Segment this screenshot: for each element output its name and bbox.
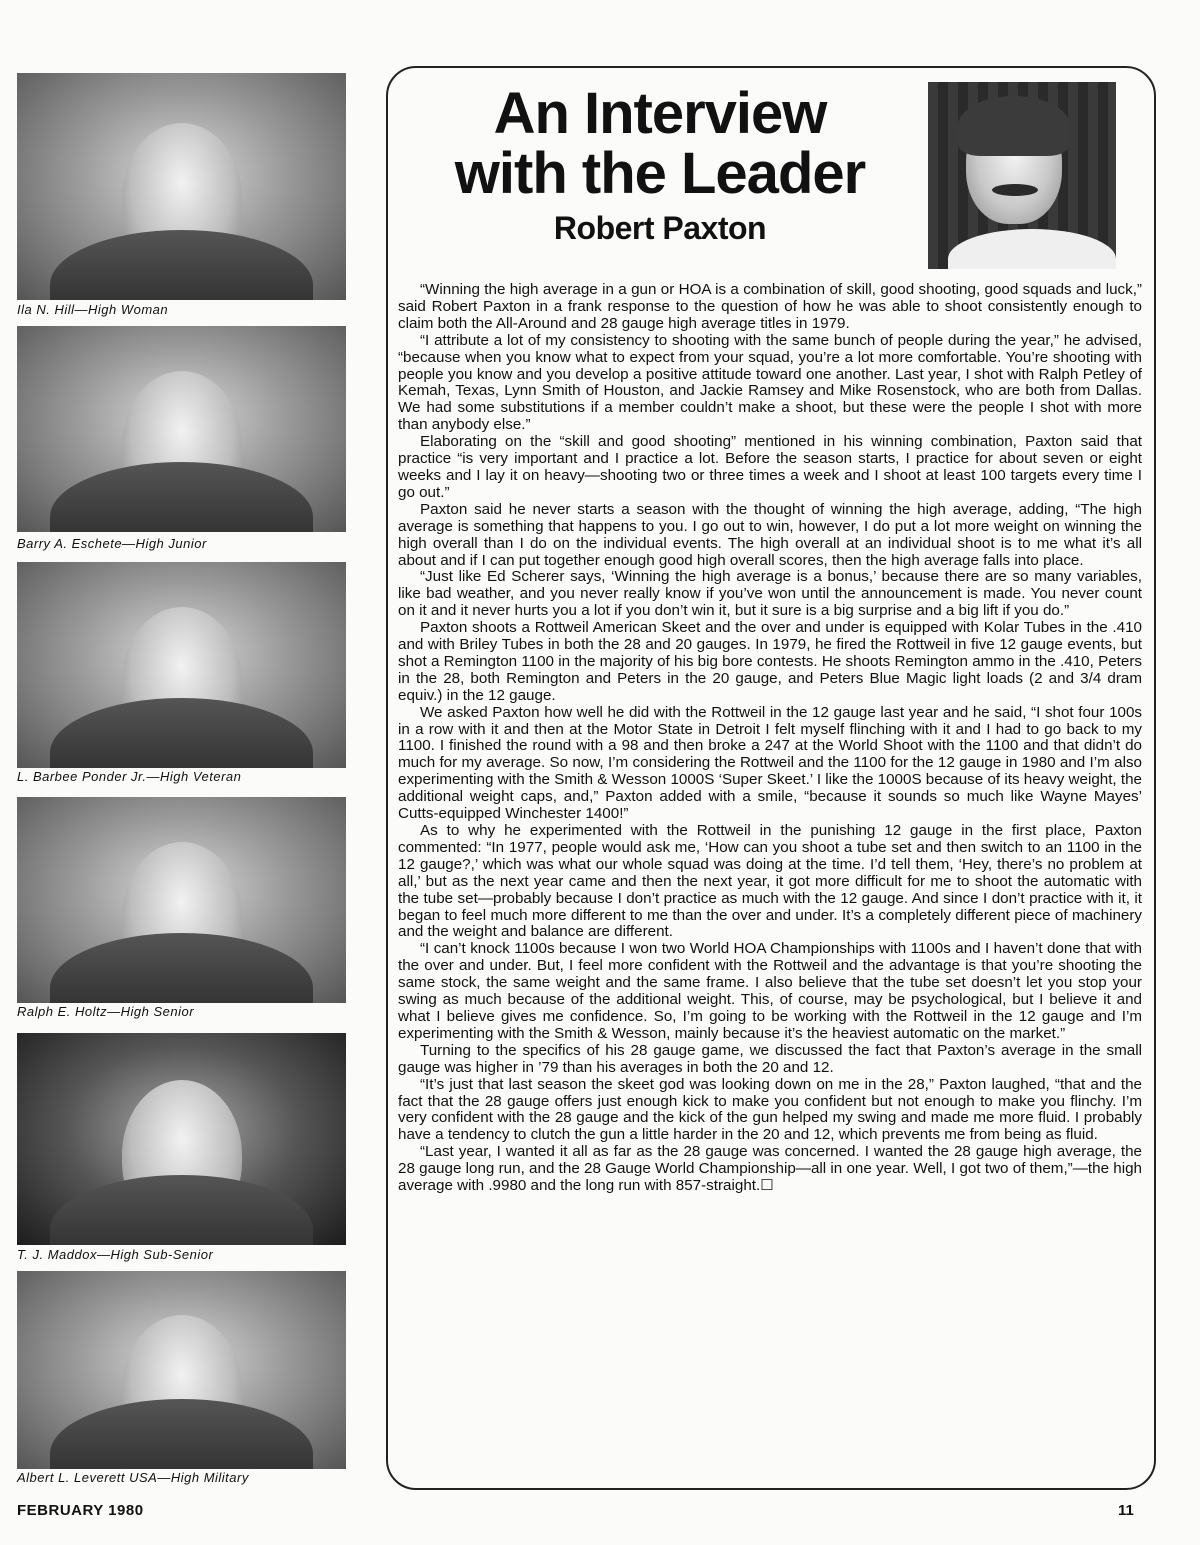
photo-albert-leverett [17,1271,346,1469]
photo-barbee-ponder [17,562,346,768]
caption-barbee-ponder: L. Barbee Ponder Jr.—High Veteran [17,769,242,784]
page-number: 11 [1118,1502,1134,1519]
article-paragraph: “I can’t knock 1100s because I won two World HOA Championships with 1100s and I haven’t done that with the over and under. But, I feel more confident with the Rottweil and the advantage is that you’re shooting the same stock, the same weight and the same frame. I also believe that the tube set doesn’t let you stop your swing as much because of the additional weight. This, of course, may be psychological, but I believe it and what I believe gives me confidence. So, I’m going to be working with the Rottweil in the 12 gauge and I’m experimenting with the Smith & Wesson, mainly because it’s the heaviest automatic on the market.” [398,940,1142,1042]
article-paragraph: Turning to the specifics of his 28 gauge game, we discussed the fact that Paxton’s average in the small gauge was higher in ’79 than his averages in both the 20 and 12. [398,1041,1142,1076]
article-body [398,282,1142,1195]
caption-ila-hill: Ila N. Hill—High Woman [17,302,169,317]
caption-albert-leverett: Albert L. Leverett USA—High Military [17,1470,249,1485]
issue-date: FEBRUARY 1980 [17,1502,144,1519]
article-paragraph: “Winning the high average in a gun or HOA is a combination of skill, good shooting, good squads and luck,” said Robert Paxton in a frank response to the question of how he was able to shoot consistently enough to claim both the All-Around and 28 gauge high average titles in 1979. [398,281,1142,332]
caption-barry-eschete: Barry A. Eschete—High Junior [17,536,207,551]
article-paragraph: Paxton said he never starts a season with the thought of winning the high average, adding, “The high average is something that happens to you. I go out to win, however, I do put a lot more weight on winning the high overall than I do on the individual events. The high overall at an individual shoot is to me what it’s all about and if I can put together enough good high overall scores, then the high average falls into place. [398,500,1142,569]
photo-ralph-holtz [17,797,346,1003]
title-line-1: An Interview [493,81,827,146]
article-subtitle-wrap [400,210,920,247]
photo-barry-eschete [17,326,346,532]
article-paragraph: “I attribute a lot of my consistency to shooting with the same bunch of people during the year,” he advised, “because when you know what to expect from your squad, you’re a lot more comfortable. You’re shooting with people you know and you develop a positive attitude toward one another. Last year, I shot with Ralph Petley of Kemah, Texas, Lynn Smith of Houston, and Jackie Ramsey and Mike Rosenstock, who are both from Dallas. We had some substitutions if a member couldn’t make a shoot, but these were the people I shot with more than anybody else.” [398,331,1142,434]
article-paragraph: We asked Paxton how well he did with the Rottweil in the 12 gauge last year and he said, “I shot four 100s in a row with it and then at the Motor State in Detroit I felt myself flinching with it and I had to go back to my 1100. I finished the round with a 98 and then broke a 247 at the World Shoot with the 1100 and that didn’t do much for my average. So now, I’m considering the Rottweil and the 1100 for the 12 gauge in 1980 and I’m also experimenting with the Smith & Wesson 1000S ‘Super Skeet.’ I like the 1000S because of its heavy weight, the additional weight caps, and,” Paxton added with a smile, “because it sounds so much like Wayne Mayes’ Cutts-equipped Winchester 1400!” [398,703,1142,823]
portrait-robert-paxton [928,82,1116,269]
article-paragraph: Elaborating on the “skill and good shooting” mentioned in his winning combination, Paxton said that practice “is very important and I practice a lot. Before the season starts, I practice for about seven or eight weeks and I lay it on heavy—shooting two or three times a week and I shoot at least 100 targets every time I go out.” [398,433,1142,501]
article-paragraph: “Just like Ed Scherer says, ‘Winning the high average is a bonus,’ because there are so many variables, like bad weather, and you never really know if you’ve won until the announcement is made. You never count on it and it never hurts you a lot if you don’t win it, but it sure is a big surprise and a big lift if you do.” [398,568,1142,620]
caption-ralph-holtz: Ralph E. Holtz—High Senior [17,1004,195,1019]
title-line-2: with the Leader [454,141,866,206]
photo-tj-maddox [17,1033,346,1245]
winner-photo-column [0,0,370,1545]
article-paragraph: “It’s just that last season the skeet god was looking down on me in the 28,” Paxton laughed, “that and the fact that the 28 gauge offers just enough kick to make you confident but not enough to make you flinchy. I’m very confident with the 28 gauge and the kick of the gun helped my swing and made me more fluid. I probably have a tendency to clutch the gun a little harder in the 20 and 12, which prevents me from being as fluid. [398,1075,1142,1144]
article-title [400,81,920,206]
caption-tj-maddox: T. J. Maddox—High Sub-Senior [17,1247,214,1262]
photo-ila-hill [17,73,346,300]
article-subtitle: Robert Paxton [553,210,767,246]
article-paragraph: As to why he experimented with the Rottweil in the punishing 12 gauge in the first place, Paxton commented: “In 1977, people would ask me, ‘How can you shoot a tube set and then switch to an 1100 in the 12 gauge?,’ which was what our whole squad was doing at the time. I’d tell them, ‘Hey, there’s no problem at all,’ but as the next year came and then the next year, it got more difficult for me to shoot the automatic with the tube set—probably because I don’t practice as much with the 12 gauge. And since I don’t practice with it, it began to feel much more different to me than the over and under. It’s a completely different piece of machinery and the weight and balance are different. [398,822,1142,941]
article-paragraph: Paxton shoots a Rottweil American Skeet and the over and under is equipped with Kolar Tubes in the .410 and with Briley Tubes in both the 28 and 20 gauges. In 1979, he fired the Rottweil in five 12 gauge events, but shot a Remington 1100 in the majority of his big bore contests. He shoots Remington ammo in the .410, Peters in the 28, both Remington and Peters in the 20 gauge, and Peters Blue Magic light loads (2 and 3/4 dram equiv.) in the 12 gauge. [398,619,1142,704]
article-paragraph: “Last year, I wanted it all as far as the 28 gauge was concerned. I wanted the 28 gauge high average, the 28 gauge long run, and the 28 Gauge World Championship—all in one year. Well, I got two of them,”—the high average with .9980 and the long run with 857-straight.☐ [398,1143,1142,1195]
